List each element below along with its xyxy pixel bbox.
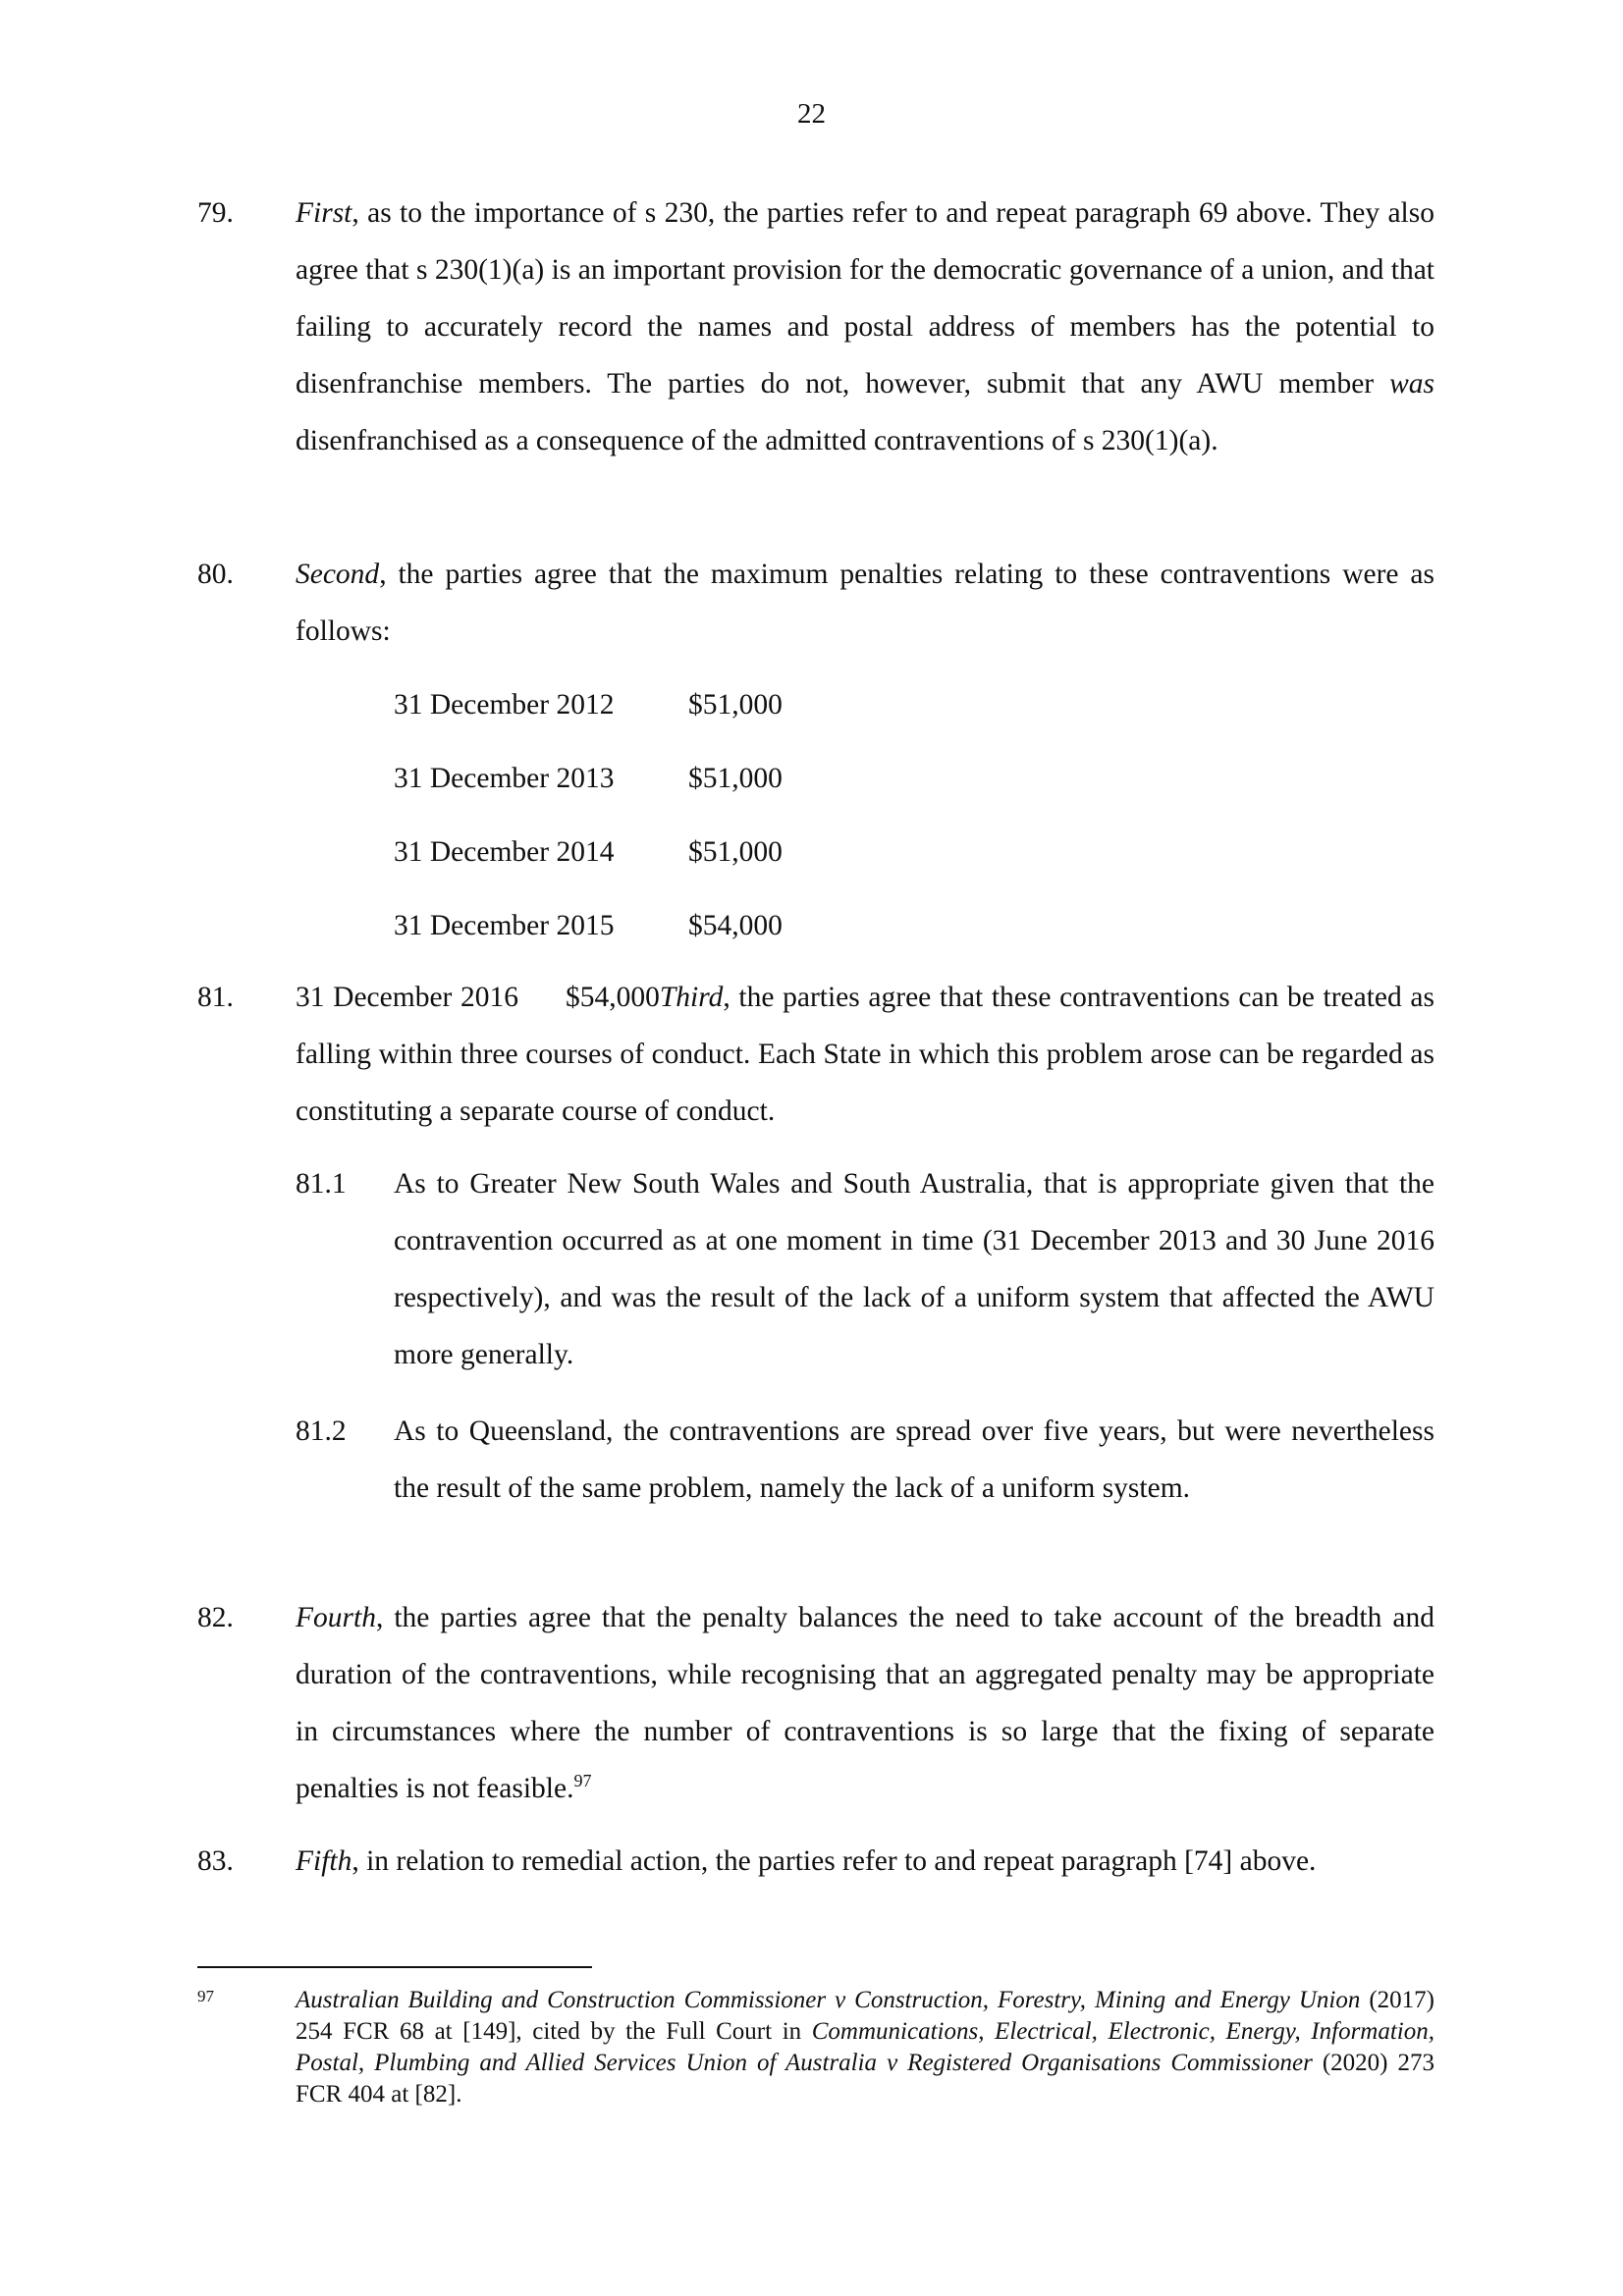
penalty-row: [394, 906, 783, 945]
footnote-separator: [197, 1966, 592, 1968]
emphasis: Fifth: [296, 1845, 352, 1877]
penalty-amount: $51,000: [688, 763, 783, 794]
emphasis: Second: [296, 559, 380, 590]
subparagraph-text: As to Queensland, the contraventions are spread over five years, but were nevertheless the result of the same problem, namely the lack of a uniform system.: [394, 1415, 1434, 1504]
footnote-text: Australian Building and Construction Commissioner v Construction, Forestry, Mining and Energy Union (2017) 254 FCR 68 at [149], cited by the Full Court in Communications, Electrical, Electronic, Energy, Information, Postal, Plumbing and Allied Services Union of Australia v Registered Organisations Commissioner (2020) 273 FCR 404 at [82].: [296, 1987, 1435, 2108]
paragraph-82: [197, 1589, 1434, 1817]
paragraph-number: 80.: [197, 559, 234, 590]
penalty-date: 31 December 2012: [394, 689, 615, 721]
page-number: 22: [797, 98, 826, 130]
paragraph-text: 31 December 2016 $54,000Third, the parties agree that these contraventions can be treated as falling within three courses of conduct. Each State in which this problem arose can be regarded as constituting a separate course of conduct.: [296, 982, 1434, 1127]
paragraph-text: Fifth, in relation to remedial action, the parties refer to and repeat paragraph [74] above.: [296, 1845, 1317, 1877]
penalty-date: 31 December 2014: [394, 836, 615, 868]
footnote-97: [197, 1985, 1434, 2110]
subparagraph-number: 81.1: [296, 1168, 347, 1200]
penalty-amount: $51,000: [688, 836, 783, 868]
paragraph-83: [197, 1833, 1434, 1890]
penalty-amount: $51,000: [688, 689, 783, 721]
paragraph-text: Fourth, the parties agree that the penalty balances the need to take account of the breadth and duration of the contraventions, while recognising that an aggregated penalty may be appropriate in circumstances where the number of contraventions is so large that the fixing of separate penalties is not feasible.$^{97}$: [296, 1602, 1434, 1804]
paragraph-81: [197, 969, 1434, 1140]
penalty-row: [394, 759, 783, 798]
penalty-row: [394, 685, 783, 724]
case-name: Australian Building and Construction Commissioner v Construction, Forestry, Mining and Energy Union: [296, 1987, 1361, 2013]
penalty-row: [394, 832, 783, 872]
subparagraph-81-2: [296, 1403, 1434, 1517]
footnote-reference[interactable]: 97: [573, 1771, 592, 1791]
paragraph-text: First, as to the importance of s 230, the parties refer to and repeat paragraph 69 above. They also agree that s 230(1)(a) is an important provision for the democratic governance of a union, and that failing to accurately record the names and postal address of members has the potential to disenfranchise members. The parties do not, however, submit that any AWU member was disenfranchised as a consequence of the admitted contraventions of s 230(1)(a).: [296, 197, 1434, 456]
footnote-number: 97: [197, 1987, 214, 2005]
case-name: Communications, Electrical, Electronic, Energy, Information, Postal, Plumbing and Allied Services Union of Australia v Registered Organisations Commissioner: [296, 2018, 1434, 2076]
emphasis: was: [1389, 368, 1434, 400]
penalty-amount: $54,000: [688, 910, 783, 941]
paragraph-number: 83.: [197, 1845, 234, 1877]
paragraph-text: Second, the parties agree that the maximum penalties relating to these contraventions were as follows:: [296, 559, 1434, 647]
emphasis: Fourth: [296, 1602, 376, 1633]
emphasis: First: [296, 197, 352, 229]
paragraph-79: [197, 185, 1434, 469]
penalty-date: 31 December 2013: [394, 763, 615, 794]
emphasis: Third: [659, 982, 724, 1013]
subparagraph-text: As to Greater New South Wales and South Australia, that is appropriate given that the contravention occurred as at one moment in time (31 December 2013 and 30 June 2016 respectively), and was the result of the lack of a uniform system that affected the AWU more generally.: [394, 1168, 1434, 1370]
penalty-date: 31 December 2015: [394, 910, 615, 941]
paragraph-number: 82.: [197, 1602, 234, 1633]
subparagraph-number: 81.2: [296, 1415, 347, 1447]
paragraph-80: [197, 546, 1434, 660]
paragraph-number: 79.: [197, 197, 234, 229]
subparagraph-81-1: [296, 1155, 1434, 1383]
paragraph-number: 81.: [197, 982, 234, 1013]
